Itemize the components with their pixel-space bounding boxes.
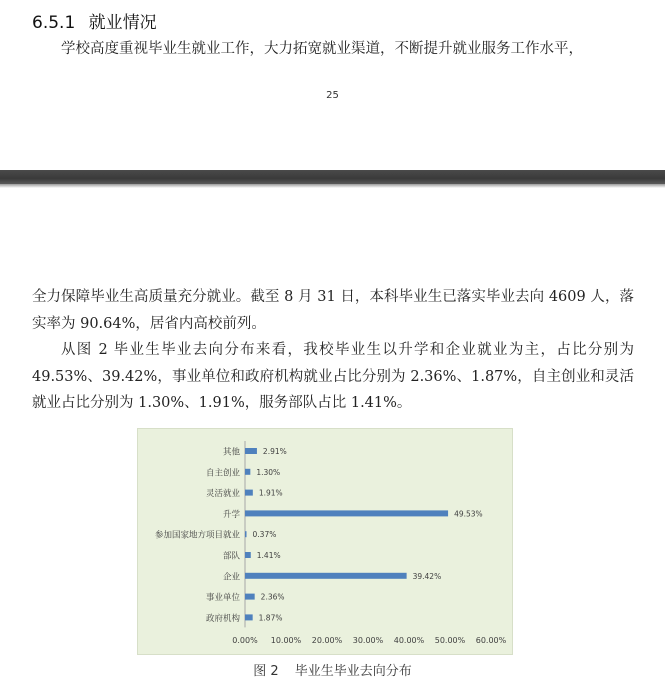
x-tick-label: 40.00% <box>393 636 425 645</box>
bar <box>245 510 448 516</box>
x-tick-label: 20.00% <box>311 636 343 645</box>
bar <box>245 531 247 537</box>
category-label: 参加国家地方项目就业 <box>154 530 240 541</box>
x-tick-label: 50.00% <box>434 636 466 645</box>
paragraph-start: 学校高度重视毕业生就业工作，大力拓宽就业渠道，不断提升就业服务工作水平， <box>61 41 583 57</box>
figure-caption-text: 毕业生毕业去向分布 <box>294 664 412 679</box>
category-label: 企业 <box>222 572 240 583</box>
category-label: 自主创业 <box>205 468 240 479</box>
category-label: 政府机构 <box>205 613 240 624</box>
category-label: 部队 <box>222 551 240 562</box>
bar <box>245 614 253 620</box>
bar-chart <box>138 429 512 654</box>
data-label: 1.41% <box>256 551 281 560</box>
data-label: 49.53% <box>454 509 483 519</box>
bar <box>245 490 253 496</box>
figure-number: 图 2 <box>253 664 279 679</box>
bar <box>245 469 250 475</box>
section-title: 就业情况 <box>88 13 157 33</box>
category-label: 其他 <box>222 447 240 458</box>
figure-caption <box>0 660 665 679</box>
category-label: 灵活就业 <box>205 489 240 500</box>
category-label: 事业单位 <box>205 593 240 604</box>
page-separator-shadow <box>0 184 665 188</box>
x-tick-label: 60.00% <box>475 636 507 645</box>
bar <box>245 594 255 600</box>
bar <box>245 448 257 454</box>
data-label: 1.87% <box>258 613 283 623</box>
paragraph-distribution: 从图 2 毕业生毕业去向分布来看，我校毕业生以升学和企业就业为主，占比分别为 49.53%、39.42%，事业单位和政府机构就业占比分别为 2.36%、1.87%，自主创业和灵活就业占比分别为 1.30%、1.91%，服务部队占比 1.41%。 <box>32 342 634 411</box>
page-number: 25 <box>326 90 339 101</box>
data-label: 0.37% <box>252 530 277 540</box>
data-label: 1.30% <box>256 467 281 477</box>
chart-area <box>137 428 513 655</box>
x-tick-label: 0.00% <box>232 636 258 645</box>
section-heading <box>32 8 157 33</box>
data-label: 2.91% <box>262 447 287 456</box>
section-number: 6.5.1 <box>32 13 76 33</box>
bar <box>245 552 251 558</box>
body-text <box>32 284 634 417</box>
bar <box>245 573 407 579</box>
data-label: 39.42% <box>412 571 442 581</box>
data-label: 2.36% <box>260 592 285 602</box>
page-separator <box>0 170 665 184</box>
page-upper <box>0 0 665 170</box>
data-label: 1.91% <box>258 488 283 498</box>
x-tick-label: 30.00% <box>352 636 384 645</box>
paragraph-continuation: 全力保障毕业生高质量充分就业。截至 8 月 31 日，本科毕业生已落实毕业去向 4609 人，落实率为 90.64%，居省内高校前列。 <box>32 289 634 332</box>
x-tick-label: 10.00% <box>270 636 302 645</box>
category-label: 升学 <box>222 509 240 520</box>
